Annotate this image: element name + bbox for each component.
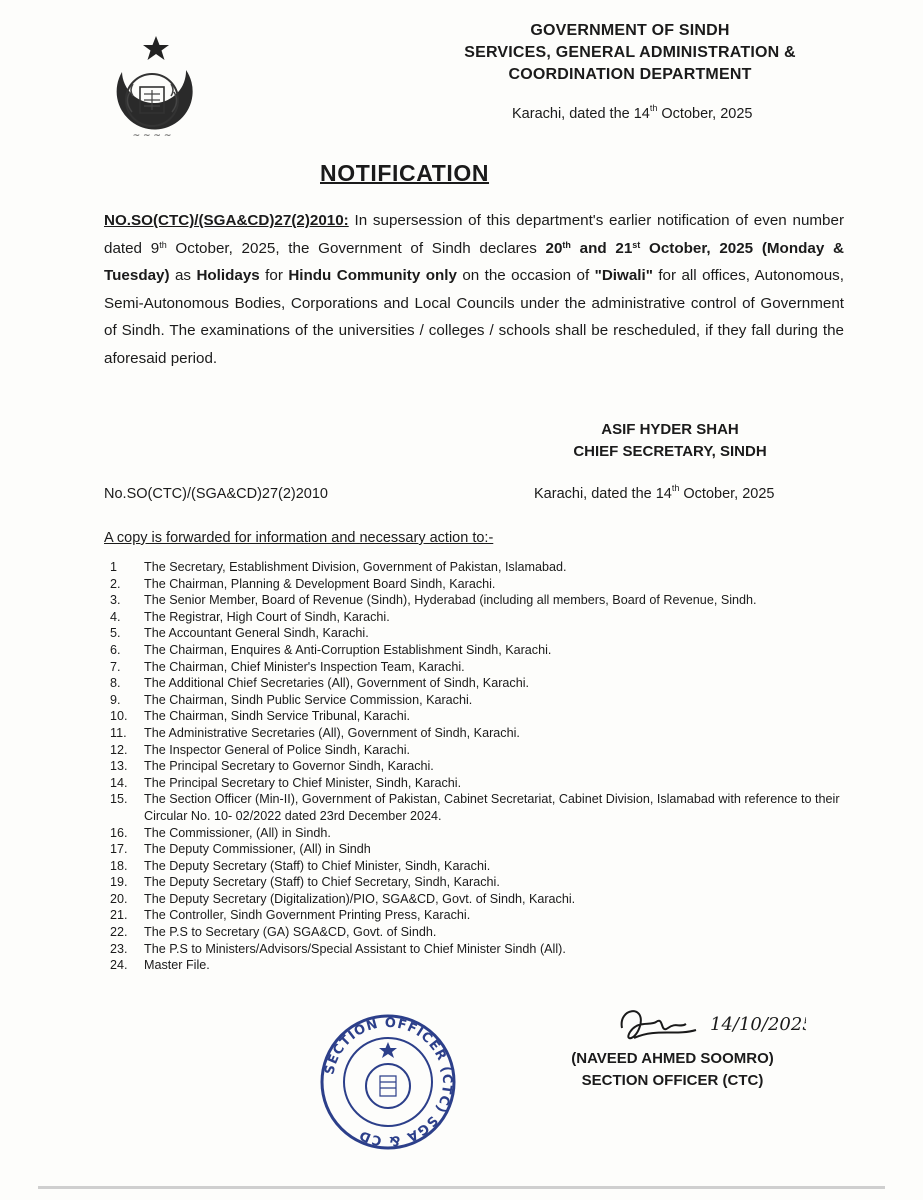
body-text-1: In supersession of this department's earlier notification of even number dated 9 — [104, 212, 844, 257]
distribution-item-number: 23. — [110, 941, 128, 956]
distribution-item — [110, 642, 840, 659]
distribution-item — [110, 659, 840, 676]
department-header — [420, 20, 840, 86]
distribution-item-text: The Principal Secretary to Chief Minister, Sindh, Karachi. — [144, 775, 462, 790]
distribution-item — [110, 941, 840, 958]
section-officer-stamp — [318, 1012, 458, 1152]
issue-date-suffix-sup: th — [649, 103, 658, 113]
body-text-5: on the occasion of — [456, 267, 595, 284]
distribution-item-text: The Inspector General of Police Sindh, Karachi. — [144, 742, 411, 757]
endorsement-date-sup: th — [671, 483, 680, 493]
distribution-item-number: 3. — [110, 593, 121, 608]
distribution-item-text: The Deputy Commissioner, (All) in Sindh — [144, 842, 371, 857]
distribution-item-number: 4. — [110, 609, 121, 624]
section-officer-designation: SECTION OFFICER (CTC) — [581, 1072, 764, 1089]
body-bold-days: October, 2025 (Monday & Tuesday) — [104, 239, 844, 284]
distribution-item — [110, 874, 840, 891]
distribution-item — [110, 891, 840, 908]
distribution-item-number: 5. — [110, 626, 121, 641]
distribution-item-number: 18. — [110, 858, 128, 873]
distribution-item-text: The Secretary, Establishment Division, Government of Pakistan, Islamabad. — [144, 560, 567, 574]
body-bold-community: Hindu Community only — [288, 267, 457, 284]
endorsement-date-prefix: Karachi, dated the 14 — [534, 486, 672, 502]
section-officer-name: (NAVEED AHMED SOOMRO) — [571, 1050, 774, 1067]
body-bold-holidays: Holidays — [196, 267, 260, 284]
distribution-item — [110, 957, 840, 974]
distribution-item-text: The Chairman, Sindh Public Service Commission, Karachi. — [144, 692, 473, 707]
distribution-item-text: The Additional Chief Secretaries (All), Government of Sindh, Karachi. — [144, 676, 529, 691]
body-sup-20: th — [562, 239, 571, 250]
distribution-item — [110, 758, 840, 775]
distribution-item-number: 2. — [110, 576, 121, 591]
body-text-6: for all offices, Autonomous, Semi-Autonomous Bodies, Corporations and Local Councils under the administrative control of Government of Sindh. The examinations of the universities / colleges / schools shall be rescheduled, if they fall during the aforesaid period. — [104, 267, 844, 367]
distribution-item — [110, 924, 840, 941]
distribution-item-text: The Administrative Secretaries (All), Government of Sindh, Karachi. — [144, 725, 520, 740]
distribution-item-number: 19. — [110, 875, 128, 890]
distribution-item-number: 1 — [110, 560, 118, 574]
distribution-item — [110, 576, 840, 593]
distribution-item-text: The Accountant General Sindh, Karachi. — [144, 626, 369, 641]
distribution-list — [110, 559, 840, 974]
chief-secretary-designation: CHIEF SECRETARY, SINDH — [573, 443, 767, 460]
distribution-item-number: 17. — [110, 842, 128, 857]
distribution-item-number: 9. — [110, 692, 121, 707]
distribution-item-text: The Chairman, Sindh Service Tribunal, Karachi. — [144, 709, 410, 724]
distribution-item — [110, 592, 840, 609]
notification-body — [104, 207, 844, 372]
distribution-item-number: 24. — [110, 958, 128, 973]
distribution-item-text: The Deputy Secretary (Staff) to Chief Secretary, Sindh, Karachi. — [144, 875, 500, 890]
distribution-item-number: 14. — [110, 775, 128, 790]
distribution-item-number: 12. — [110, 742, 128, 757]
issue-date — [512, 103, 753, 122]
distribution-item-number: 22. — [110, 925, 128, 940]
distribution-item — [110, 725, 840, 742]
endorsement-reference: No.SO(CTC)/(SGA&CD)27(2)2010 — [104, 486, 328, 502]
svg-text:~ ~ ~ ~: ~ ~ ~ ~ — [132, 131, 172, 141]
distribution-item — [110, 559, 840, 576]
header-line-1: GOVERNMENT OF SINDH — [530, 22, 730, 39]
header-line-2: SERVICES, GENERAL ADMINISTRATION & — [464, 44, 796, 61]
sindh-government-emblem — [100, 32, 200, 142]
endorsement-date — [534, 483, 775, 502]
body-bold-date-20: 20 — [545, 239, 563, 257]
issue-date-month-year: October, 2025 — [657, 106, 753, 122]
chief-secretary-signature-block — [540, 419, 800, 463]
chief-secretary-name: ASIF HYDER SHAH — [601, 421, 739, 438]
distribution-item-text: The Chairman, Planning & Development Board Sindh, Karachi. — [144, 576, 496, 591]
distribution-item — [110, 675, 840, 692]
distribution-item-text: Master File. — [144, 958, 210, 973]
distribution-item-text: The Deputy Secretary (Staff) to Chief Minister, Sindh, Karachi. — [144, 858, 491, 873]
distribution-item-number: 6. — [110, 642, 121, 657]
distribution-item-text: The Section Officer (Min-II), Government of Pakistan, Cabinet Secretariat, Cabinet Division, Islamabad with reference to their Circular No. 10- 02/2022 dated 23rd December 2024. — [144, 792, 840, 823]
header-line-3: COORDINATION DEPARTMENT — [508, 66, 752, 83]
body-sup-21: st — [632, 239, 641, 250]
distribution-item — [110, 858, 840, 875]
distribution-item — [110, 841, 840, 858]
distribution-item-text: The Registrar, High Court of Sindh, Karachi. — [144, 609, 390, 624]
section-officer-signature-block — [530, 1048, 815, 1092]
issue-date-prefix: Karachi, dated the 14 — [512, 106, 650, 122]
distribution-item-number: 21. — [110, 908, 128, 923]
distribution-item — [110, 825, 840, 842]
distribution-item-number: 10. — [110, 709, 128, 724]
distribution-item-number: 15. — [110, 792, 128, 807]
distribution-item-number: 11. — [110, 725, 127, 740]
distribution-item — [110, 692, 840, 709]
distribution-item — [110, 775, 840, 792]
distribution-item-number: 20. — [110, 891, 128, 906]
body-sup-1: th — [159, 239, 167, 250]
distribution-item-number: 16. — [110, 825, 128, 840]
distribution-item-number: 13. — [110, 759, 128, 774]
distribution-item-text: The Controller, Sindh Government Printing Press, Karachi. — [144, 908, 471, 923]
page-bottom-edge — [38, 1186, 885, 1189]
distribution-item-text: The Senior Member, Board of Revenue (Sindh), Hyderabad (including all members, Board of Revenue, Sindh. — [144, 593, 757, 608]
body-text-3: as — [169, 267, 197, 284]
distribution-item-text: The P.S to Secretary (GA) SGA&CD, Govt. of Sindh. — [144, 925, 437, 940]
distribution-item-number: 8. — [110, 676, 121, 691]
distribution-item-text: The Principal Secretary to Governor Sindh, Karachi. — [144, 759, 434, 774]
distribution-item-text: The Deputy Secretary (Digitalization)/PIO, SGA&CD, Govt. of Sindh, Karachi. — [144, 891, 576, 906]
distribution-item-number: 7. — [110, 659, 121, 674]
notification-title: NOTIFICATION — [320, 160, 490, 186]
signature-date: 14/10/2025 — [710, 1014, 806, 1035]
distribution-item — [110, 791, 840, 824]
distribution-item-text: The Commissioner, (All) in Sindh. — [144, 825, 331, 840]
body-text-4: for — [259, 267, 289, 284]
reference-number: NO.SO(CTC)/(SGA&CD)27(2)2010: — [104, 212, 349, 229]
distribution-item-text: The P.S to Ministers/Advisors/Special Assistant to Chief Minister Sindh (All). — [144, 941, 566, 956]
body-bold-diwali: "Diwali" — [594, 267, 653, 284]
distribution-item-text: The Chairman, Enquires & Anti-Corruption Establishment Sindh, Karachi. — [144, 642, 552, 657]
distribution-item — [110, 625, 840, 642]
distribution-item-text: The Chairman, Chief Minister's Inspection Team, Karachi. — [144, 659, 465, 674]
stamp-text: SECTION OFFICER (CTC) SGA & CD — [322, 1015, 455, 1149]
body-bold-date-21: and 21 — [570, 239, 633, 257]
endorsement-date-month-year: October, 2025 — [679, 486, 775, 502]
distribution-item — [110, 609, 840, 626]
distribution-item — [110, 742, 840, 759]
body-text-2: October, 2025, the Government of Sindh declares — [166, 239, 546, 257]
distribution-item — [110, 708, 840, 725]
distribution-item — [110, 907, 840, 924]
copy-forward-line: A copy is forwarded for information and necessary action to:- — [104, 530, 494, 546]
